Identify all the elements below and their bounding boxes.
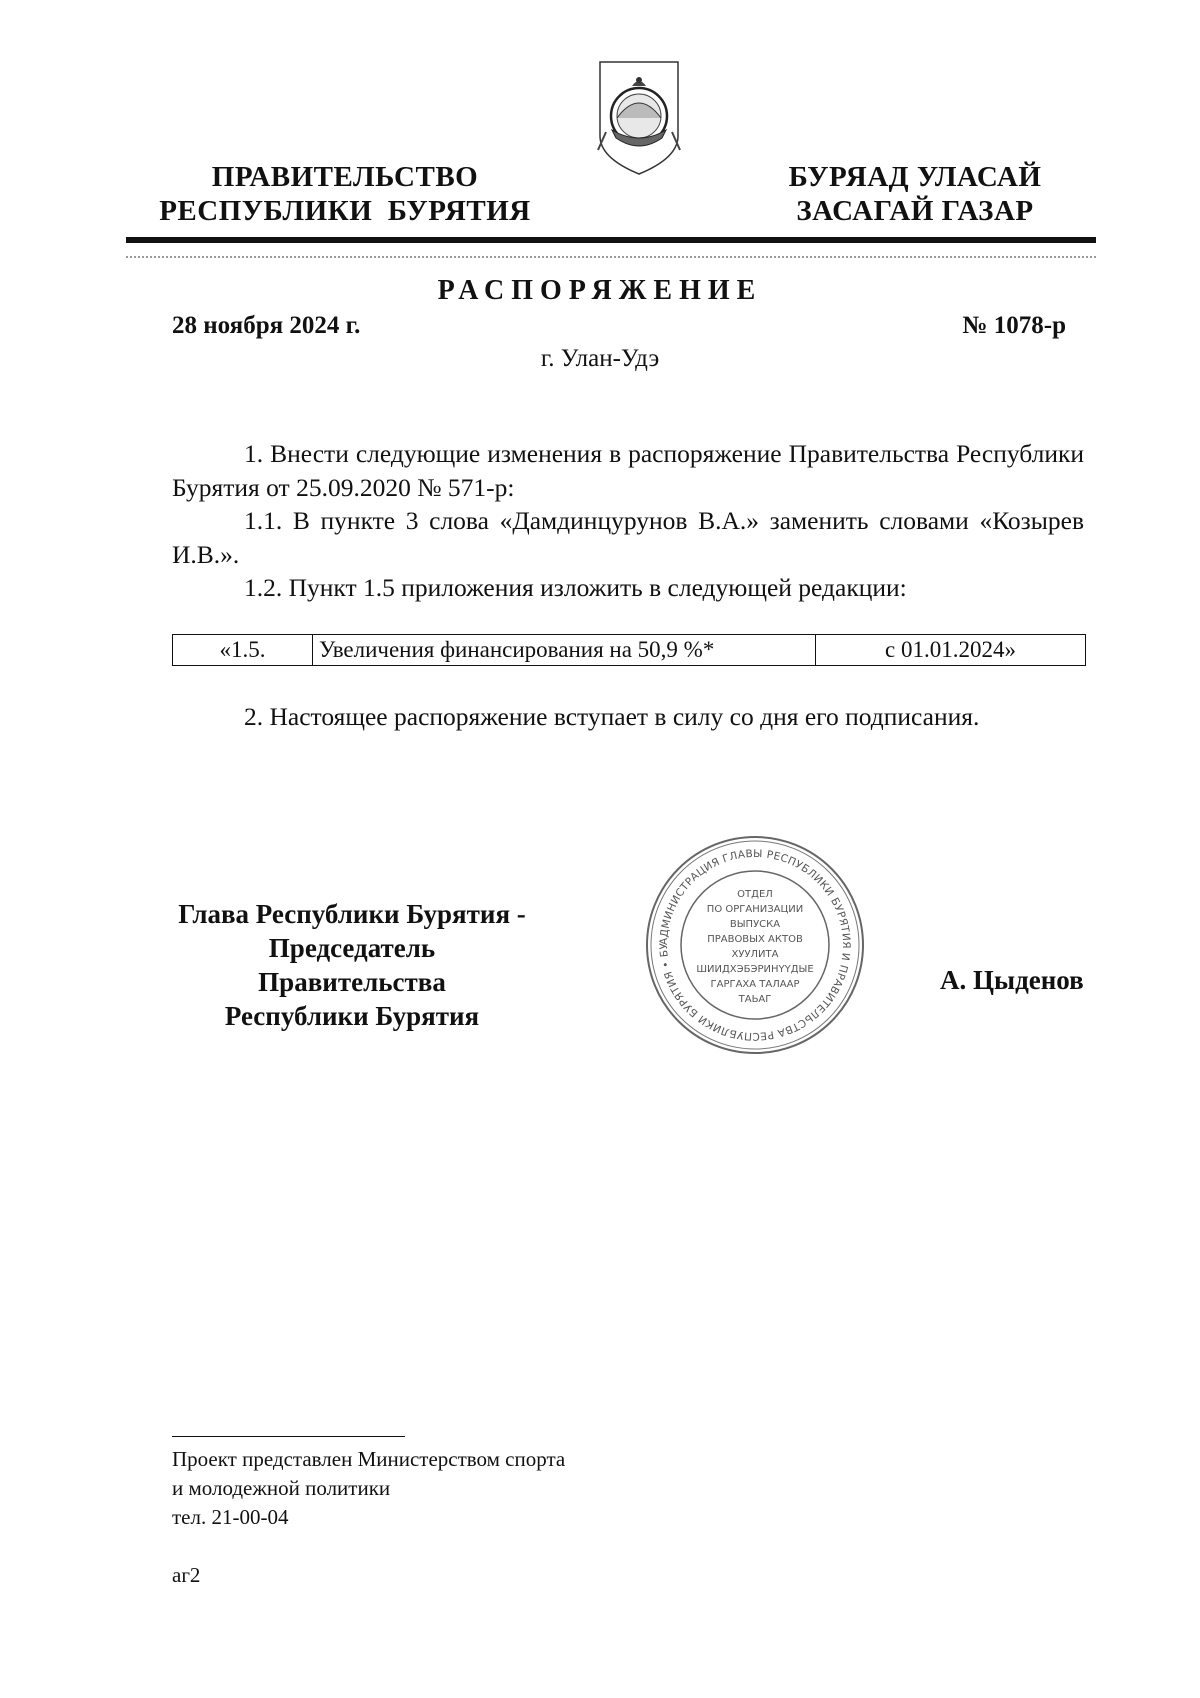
table-cell-description: Увеличения финансирования на 50,9 %* xyxy=(313,635,816,666)
footnote xyxy=(172,1445,565,1532)
header-divider-thick xyxy=(126,237,1096,243)
government-name-buryat xyxy=(750,160,1080,228)
paragraph-1: 1. Внести следующие изменения в распоряжение Правительства Республики Бурятия от 25.09.2020 № 571-р: xyxy=(172,439,1084,502)
document-number: № 1078-р xyxy=(962,312,1066,339)
government-name-russian xyxy=(150,160,540,228)
document-code: аг2 xyxy=(172,1563,201,1587)
signatory-title-line: Председатель Правительства xyxy=(258,933,446,997)
signatory-name: А. Цыденов xyxy=(940,965,1084,995)
paragraph-1-1: 1.1. В пункте 3 слова «Дамдинцурунов В.А.» заменить словами «Козырев И.В.». xyxy=(172,506,1084,569)
seal-center-line: ГАРГАХА ТАЛААР xyxy=(710,979,800,990)
seal-ring-text: АДМИНИСТРАЦИЯ ГЛАВЫ РЕСПУБЛИКИ БУРЯТИЯ И ПРАВИТЕЛЬСТВА РЕСПУБЛИКИ БУРЯТИЯ • БУ xyxy=(657,847,853,1043)
seal-center-line: ПО ОРГАНИЗАЦИИ xyxy=(706,904,804,915)
footnote-line: тел. 21-00-04 xyxy=(172,1505,289,1529)
seal-center-line: ХУУЛИТА xyxy=(731,949,779,960)
official-seal-icon xyxy=(640,835,870,1055)
signatory-title-line: Республики Бурятия xyxy=(224,1001,480,1031)
government-name-line: ЗАСАГАЙ ГАЗАР xyxy=(796,195,1034,227)
amendment-table xyxy=(172,634,1086,666)
document-body xyxy=(172,437,1084,605)
seal-center-line: ШИИДХЭБЭРИНҮҮДЫЕ xyxy=(696,964,814,975)
document-type: РАСПОРЯЖЕНИЕ xyxy=(437,275,763,306)
paragraph-2: 2. Настоящее распоряжение вступает в силу со дня его подписания. xyxy=(244,702,980,731)
coat-of-arms-icon xyxy=(594,58,684,178)
header-divider-thin xyxy=(126,256,1096,258)
signatory-title-line: Глава Республики Бурятия - xyxy=(178,899,526,929)
document-date: 28 ноября 2024 г. xyxy=(172,312,361,339)
government-name-line: ПРАВИТЕЛЬСТВО xyxy=(211,161,479,193)
seal-center-line: ОТДЕЛ xyxy=(737,889,773,900)
footnote-line: и молодежной политики xyxy=(172,1476,391,1500)
government-name-line: РЕСПУБЛИКИ БУРЯТИЯ xyxy=(159,195,531,227)
seal-center-line: ВЫПУСКА xyxy=(729,919,781,930)
signatory-title xyxy=(172,897,532,1033)
table-row xyxy=(173,635,1086,666)
footnote-divider xyxy=(172,1436,405,1437)
table-cell-item: «1.5. xyxy=(173,635,313,666)
footnote-line: Проект представлен Министерством спорта xyxy=(172,1447,566,1471)
paragraph-1-2: 1.2. Пункт 1.5 приложения изложить в следующей редакции: xyxy=(244,573,907,602)
government-name-line: БУРЯАД УЛАСАЙ xyxy=(788,161,1042,193)
document-city: г. Улан-Удэ xyxy=(540,345,660,372)
seal-center-line: ТАЬАГ xyxy=(738,994,772,1005)
seal-center-line: ПРАВОВЫХ АКТОВ xyxy=(707,934,803,945)
table-cell-date: с 01.01.2024» xyxy=(816,635,1086,666)
